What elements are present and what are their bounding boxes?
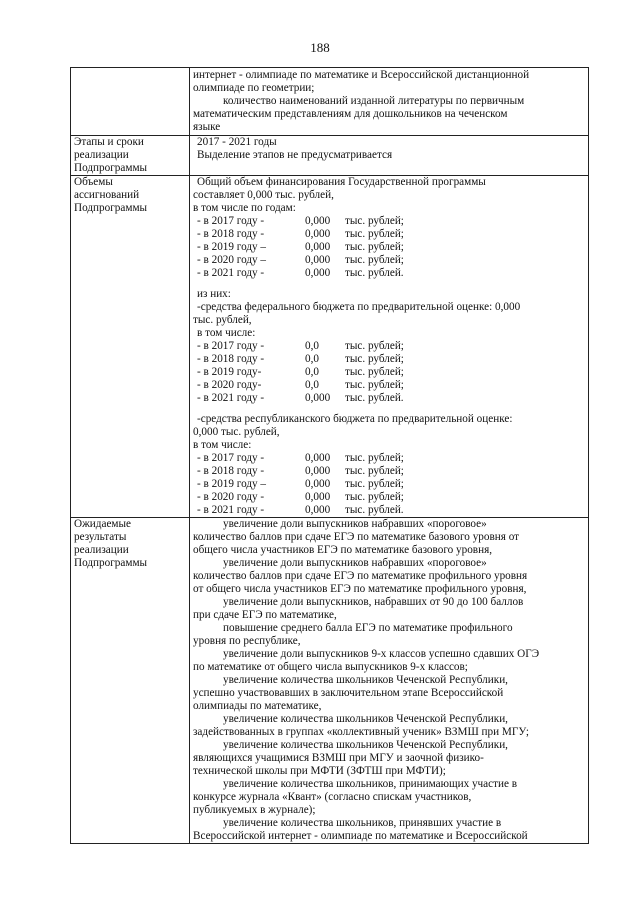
text-line: количество баллов при сдаче ЕГЭ по математике базового уровня от	[193, 531, 520, 543]
funding-year-row	[193, 241, 585, 254]
funding-year-unit: тыс. рублей.	[345, 504, 404, 516]
funding-year-value: 0,000	[305, 254, 331, 266]
results-label-line: Ожидаемые	[74, 518, 131, 530]
funding-year-unit: тыс. рублей;	[345, 254, 404, 266]
funding-year-unit: тыс. рублей;	[345, 215, 404, 227]
results-label-line: реализации	[74, 544, 129, 556]
federal-intro-line: -средства федерального бюджета по предварительной оценке: 0,000	[197, 301, 521, 313]
funding-year-year: - в 2017 году -	[197, 340, 265, 352]
funding-label-line: ассигнований	[74, 189, 140, 201]
results-row	[71, 518, 589, 844]
text-line: задействованных в группах «коллективный ученик» ВЗМШ при МГУ;	[193, 726, 529, 738]
funding-year-year: - в 2021 году -	[197, 504, 265, 516]
funding-label-line: Объемы	[74, 176, 113, 188]
text-line: количество баллов при сдаче ЕГЭ по математике профильного уровня	[193, 570, 528, 582]
republic-intro-line: 0,000 тыс. рублей,	[193, 426, 280, 438]
text-line: олимпиады по математике,	[193, 700, 322, 712]
funding-label-line: Подпрограммы	[74, 202, 148, 214]
funding-year-value: 0,0	[305, 353, 319, 365]
funding-year-year: - в 2018 году -	[197, 228, 265, 240]
funding-year-value: 0,000	[305, 228, 331, 240]
funding-year-row	[193, 254, 585, 267]
funding-year-unit: тыс. рублей;	[345, 452, 404, 464]
results-content-cell	[190, 518, 589, 844]
years-federal-list	[193, 340, 585, 405]
text-line: увеличение количества школьников Чеченской Республики,	[223, 674, 508, 686]
funding-year-row	[193, 267, 585, 280]
stages-label-cell	[71, 136, 190, 176]
funding-year-year: - в 2019 году-	[197, 366, 262, 378]
stages-label-line: Этапы и сроки	[74, 136, 144, 148]
funding-year-value: 0,000	[305, 267, 331, 279]
funding-year-row	[193, 366, 585, 379]
republic-intro-line: в том числе:	[193, 439, 252, 451]
funding-year-year: - в 2020 году –	[197, 254, 267, 266]
funding-year-value: 0,0	[305, 366, 319, 378]
funding-year-row	[193, 504, 585, 517]
text-line: являющихся учащимися ВЗМШ при МГУ и заочной физико-	[193, 752, 484, 764]
funding-year-year: - в 2018 году -	[197, 353, 265, 365]
subprogram-passport-table	[70, 67, 589, 844]
funding-year-value: 0,000	[305, 504, 331, 516]
text-line: успешно участвовавших в заключительном этапе Всероссийской	[193, 687, 504, 699]
federal-intro-line: в том числе:	[197, 327, 256, 339]
page-number: 188	[310, 40, 330, 55]
years-republic-list	[193, 452, 585, 517]
text-line: увеличение количества школьников, принимающих участие в	[223, 778, 518, 790]
funding-year-unit: тыс. рублей;	[345, 465, 404, 477]
text-line: при сдаче ЕГЭ по математике,	[193, 609, 337, 621]
funding-year-value: 0,000	[305, 215, 331, 227]
funding-intro-line: в том числе по годам:	[193, 202, 296, 214]
funding-year-row	[193, 392, 585, 405]
text-line: увеличение доли выпускников, набравших от 90 до 100 баллов	[223, 596, 524, 608]
funding-year-unit: тыс. рублей;	[345, 228, 404, 240]
funding-year-value: 0,0	[305, 379, 319, 391]
funding-intro-line: Общий объем финансирования Государственной программы	[197, 176, 486, 188]
continuation-row	[71, 68, 589, 136]
text-line: Всероссийской интернет - олимпиаде по математике и Всероссийской	[193, 830, 528, 842]
federal-intro-line: тыс. рублей,	[193, 314, 252, 326]
funding-year-year: - в 2018 году -	[197, 465, 265, 477]
funding-label-cell	[71, 176, 190, 518]
text-line: общего числа участников ЕГЭ по математике базового уровня,	[193, 544, 493, 556]
text-line: олимпиаде по геометрии;	[193, 82, 315, 94]
funding-year-unit: тыс. рублей;	[345, 379, 404, 391]
funding-year-year: - в 2017 году -	[197, 215, 265, 227]
funding-year-value: 0,0	[305, 340, 319, 352]
republic-intro-line: -средства республиканского бюджета по предварительной оценке:	[197, 413, 513, 425]
text-line: конкурсе журнала «Квант» (согласно спискам участников,	[193, 791, 472, 803]
text-line: от общего числа участников ЕГЭ по математике профильного уровня,	[193, 583, 527, 595]
text-line: увеличение доли выпускников набравших «пороговое»	[223, 518, 487, 530]
stages-label-line: Подпрограммы	[74, 162, 148, 174]
funding-year-unit: тыс. рублей;	[345, 478, 404, 490]
continuation-label-cell	[71, 68, 190, 136]
funding-year-unit: тыс. рублей;	[345, 491, 404, 503]
funding-year-unit: тыс. рублей;	[345, 366, 404, 378]
text-line: по математике от общего числа выпускников 9-х классов;	[193, 661, 468, 673]
stages-label-line: реализации	[74, 149, 129, 161]
text-line: публикуемых в журнале);	[193, 804, 316, 816]
funding-year-row	[193, 340, 585, 353]
text-line: увеличение количества школьников Чеченской Республики,	[223, 713, 508, 725]
funding-intro-line: составляет 0,000 тыс. рублей,	[193, 189, 334, 201]
funding-year-value: 0,000	[305, 241, 331, 253]
funding-year-unit: тыс. рублей;	[345, 353, 404, 365]
results-label-line: результаты	[74, 531, 127, 543]
funding-year-row	[193, 452, 585, 465]
funding-year-value: 0,000	[305, 452, 331, 464]
funding-year-unit: тыс. рублей.	[345, 392, 404, 404]
funding-year-year: - в 2020 году -	[197, 491, 265, 503]
funding-row	[71, 176, 589, 518]
funding-year-row	[193, 215, 585, 228]
funding-year-row	[193, 491, 585, 504]
text-line: математическим представлениям для дошкольников на чеченском	[193, 108, 508, 120]
text-line: количество наименований изданной литературы по первичным	[223, 95, 525, 107]
text-line: увеличение количества школьников Чеченской Республики,	[223, 739, 508, 751]
funding-year-row	[193, 353, 585, 366]
text-line: увеличение доли выпускников 9-х классов успешно сдавших ОГЭ	[223, 648, 540, 660]
funding-year-row	[193, 478, 585, 491]
text-line: интернет - олимпиаде по математике и Всероссийской дистанционной	[193, 69, 530, 81]
funding-year-row	[193, 465, 585, 478]
stages-period: 2017 - 2021 годы	[197, 136, 277, 148]
text-line: увеличение доли выпускников набравших «пороговое»	[223, 557, 487, 569]
results-label-line: Подпрограммы	[74, 557, 148, 569]
funding-year-row	[193, 228, 585, 241]
funding-year-unit: тыс. рублей;	[345, 241, 404, 253]
funding-content-cell	[190, 176, 589, 518]
funding-year-value: 0,000	[305, 491, 331, 503]
text-line: повышение среднего балла ЕГЭ по математике профильного	[223, 622, 513, 634]
funding-year-year: - в 2021 году -	[197, 267, 265, 279]
stages-row	[71, 136, 589, 176]
text-line: технической школы при МФТИ (ЗФТШ при МФТИ);	[193, 765, 446, 777]
funding-year-unit: тыс. рублей;	[345, 340, 404, 352]
years-total-list	[193, 215, 585, 280]
text-line: уровня по республике,	[193, 635, 301, 647]
funding-year-unit: тыс. рублей.	[345, 267, 404, 279]
funding-year-year: - в 2020 году-	[197, 379, 262, 391]
funding-year-value: 0,000	[305, 392, 331, 404]
funding-year-year: - в 2021 году -	[197, 392, 265, 404]
funding-year-value: 0,000	[305, 478, 331, 490]
funding-year-row	[193, 379, 585, 392]
of-them-label: из них:	[197, 288, 231, 300]
continuation-content-cell	[190, 68, 589, 136]
results-label-cell	[71, 518, 190, 844]
funding-year-year: - в 2019 году –	[197, 478, 267, 490]
text-line: увеличение количества школьников, принявших участие в	[223, 817, 502, 829]
funding-year-year: - в 2019 году –	[197, 241, 267, 253]
stages-content-cell	[190, 136, 589, 176]
funding-year-year: - в 2017 году -	[197, 452, 265, 464]
text-line: языке	[193, 121, 221, 133]
funding-year-value: 0,000	[305, 465, 331, 477]
stages-note: Выделение этапов не предусматривается	[197, 149, 393, 161]
